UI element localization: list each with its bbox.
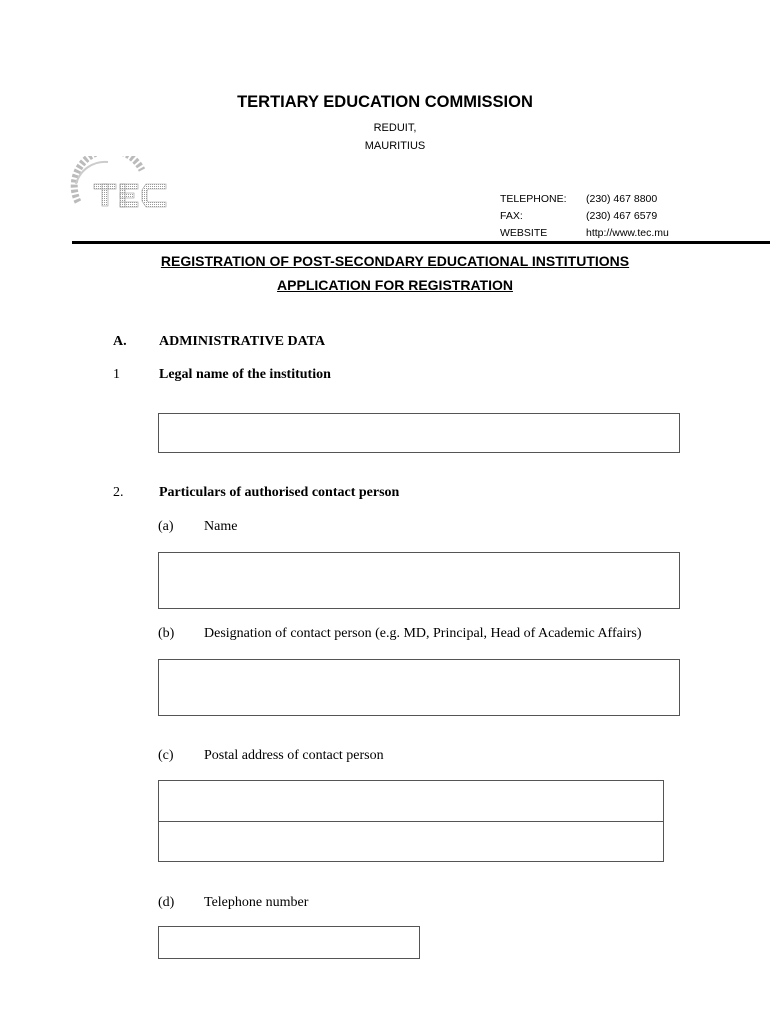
- item-1-number: 1: [113, 367, 120, 382]
- telephone-label: TELEPHONE:: [500, 193, 567, 205]
- item-2c-label: Postal address of contact person: [204, 748, 384, 763]
- item-2d-letter: (d): [158, 895, 175, 910]
- item-2a-letter: (a): [158, 519, 174, 534]
- designation-field[interactable]: [158, 659, 680, 716]
- item-2a-label: Name: [204, 519, 238, 534]
- address-line-2: MAURITIUS: [364, 140, 426, 152]
- item-2-label: Particulars of authorised contact person: [159, 485, 400, 500]
- address-line-1: REDUIT,: [373, 122, 417, 134]
- postal-address-line-1-field[interactable]: [158, 780, 664, 822]
- telephone-number-field[interactable]: [158, 926, 420, 959]
- section-title: ADMINISTRATIVE DATA: [159, 334, 326, 349]
- section-letter: A.: [113, 334, 127, 349]
- website-link[interactable]: http://www.tec.mu: [586, 227, 669, 239]
- website-label: WEBSITE: [500, 227, 548, 239]
- item-2c-letter: (c): [158, 748, 174, 763]
- item-2b-label: Designation of contact person (e.g. MD, Principal, Head of Academic Affairs): [204, 626, 642, 641]
- fax-value: (230) 467 6579: [586, 210, 658, 222]
- header-divider: [72, 241, 770, 244]
- item-2d-label: Telephone number: [204, 895, 309, 910]
- fax-label: FAX:: [500, 210, 523, 222]
- organization-title: TERTIARY EDUCATION COMMISSION: [237, 93, 533, 111]
- form-heading-application: APPLICATION FOR REGISTRATION: [277, 277, 513, 293]
- postal-address-line-2-field[interactable]: [158, 821, 664, 862]
- legal-name-field[interactable]: [158, 413, 680, 453]
- tec-logo-icon: [68, 156, 172, 220]
- item-1-label: Legal name of the institution: [159, 367, 331, 382]
- contact-name-field[interactable]: [158, 552, 680, 609]
- form-heading-registration: REGISTRATION OF POST-SECONDARY EDUCATIONAL INSTITUTIONS: [160, 253, 630, 269]
- item-2b-letter: (b): [158, 626, 175, 641]
- telephone-value: (230) 467 8800: [586, 193, 658, 205]
- item-2-number: 2.: [113, 485, 124, 500]
